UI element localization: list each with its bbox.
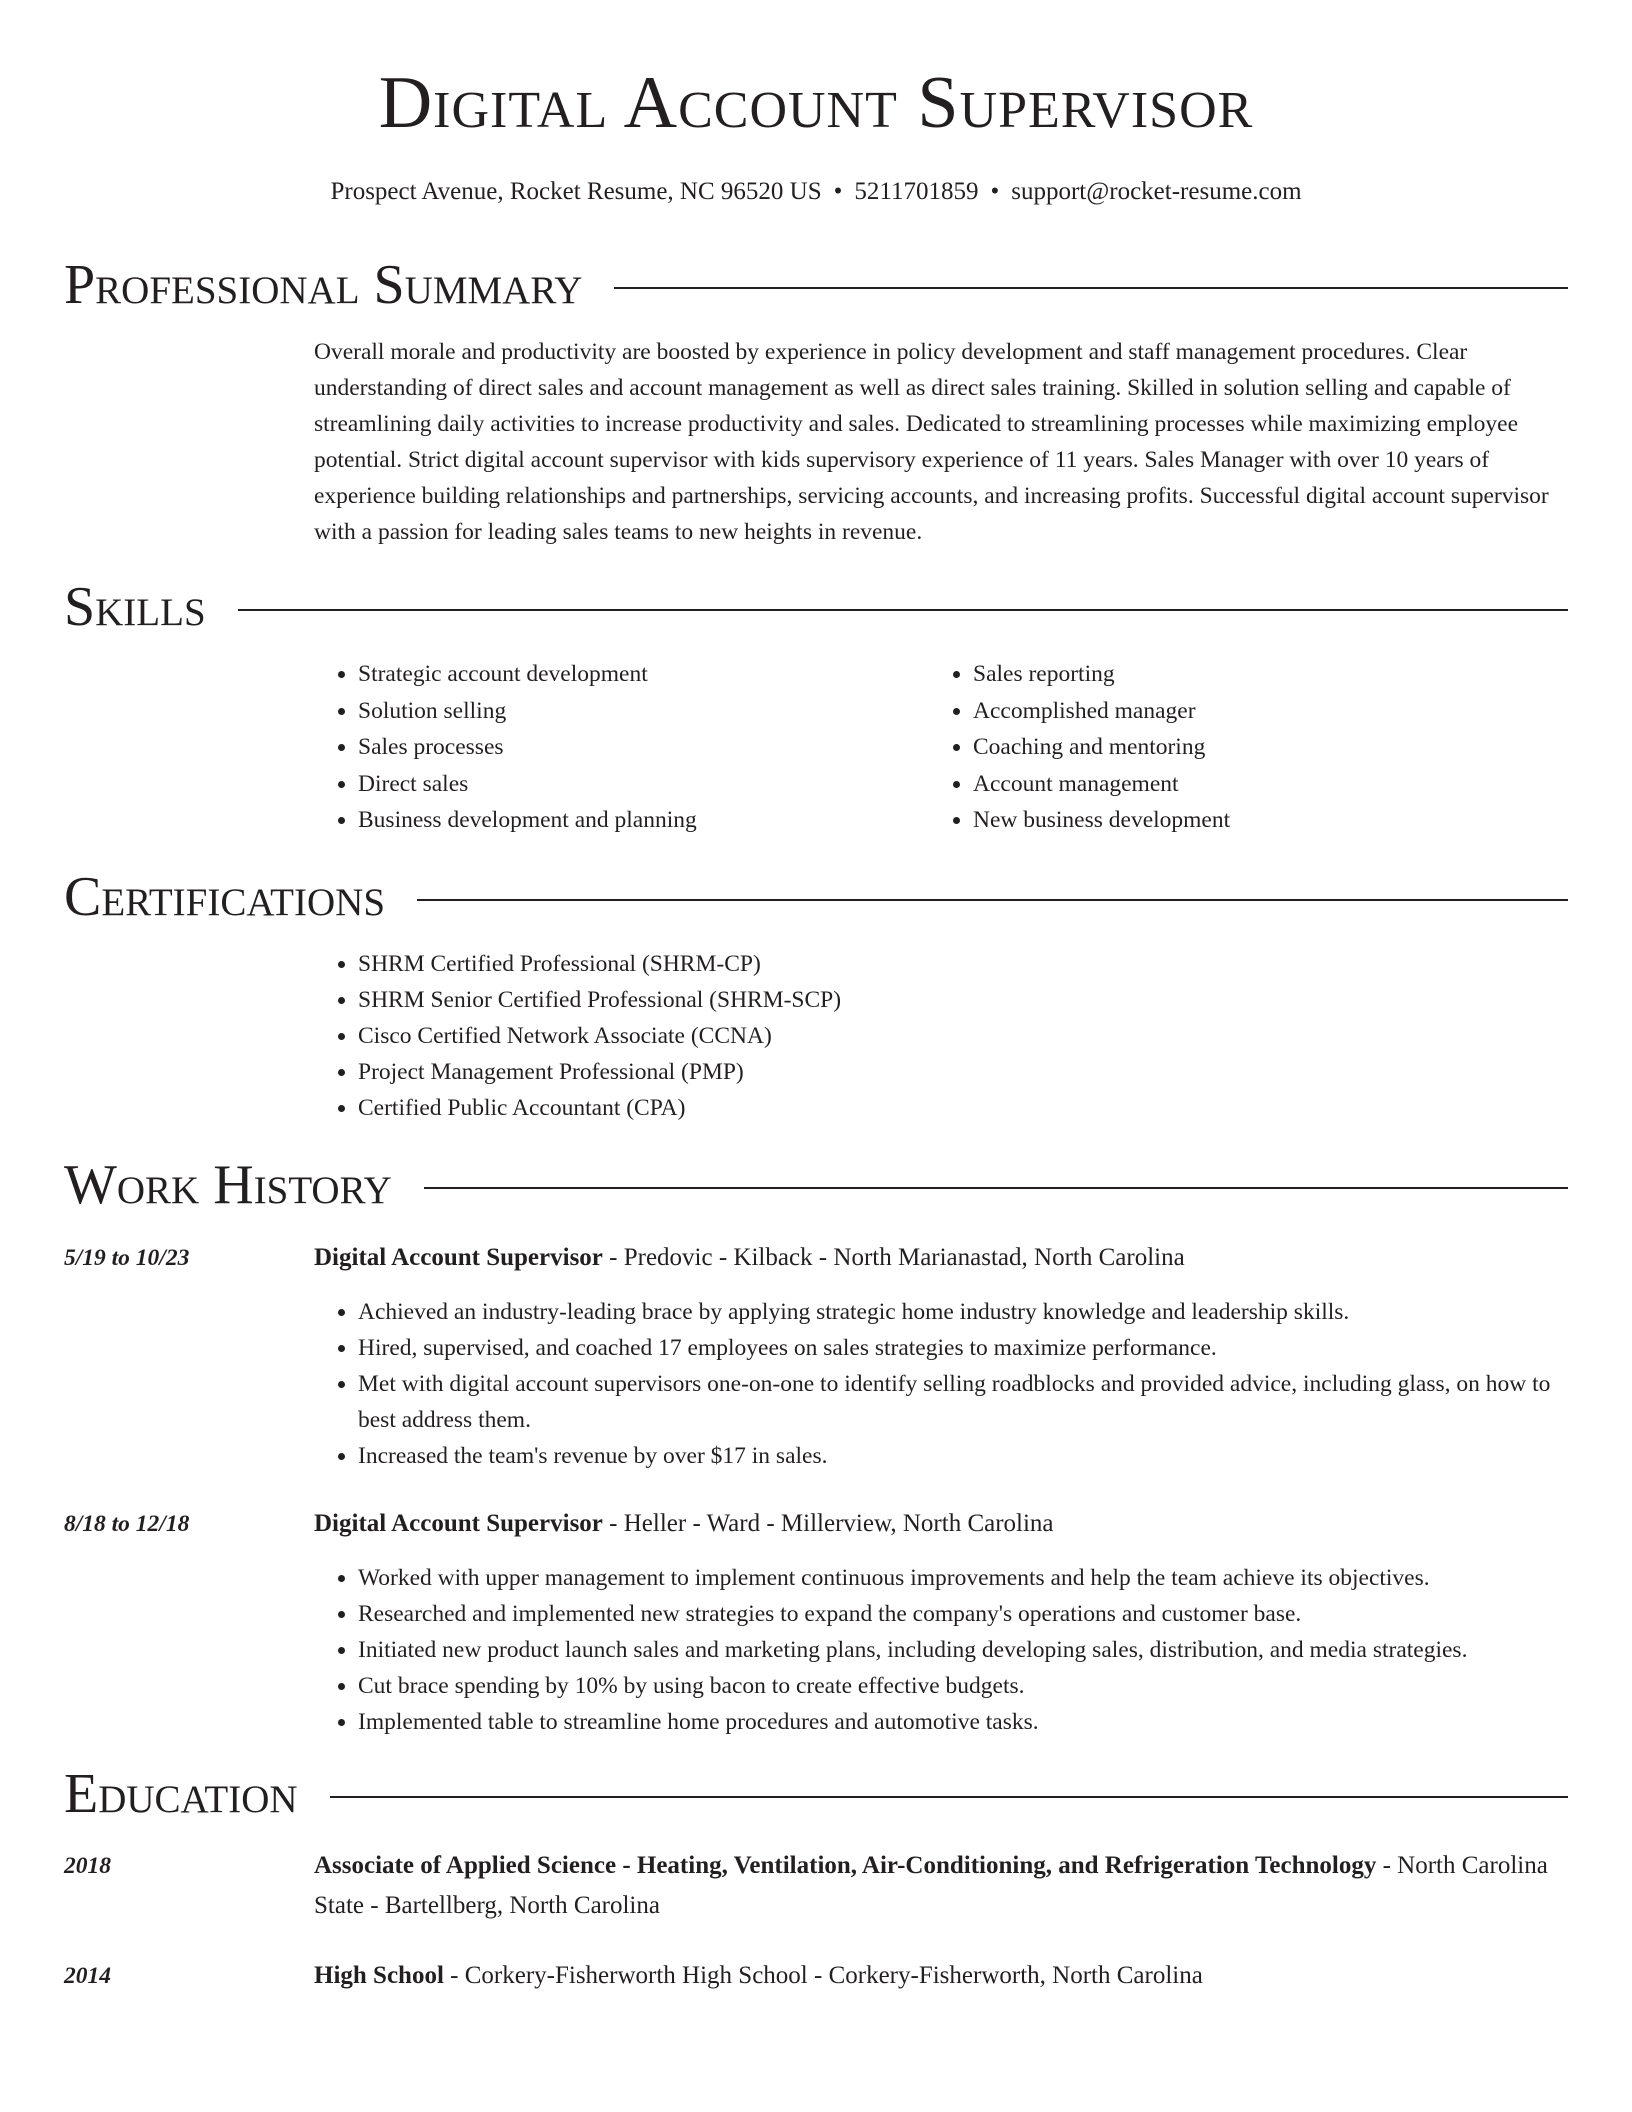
job-employer: - Predovic - Kilback - North Marianastad, North Carolina	[602, 1244, 1185, 1271]
job-title-line	[314, 1504, 1570, 1544]
summary-heading	[64, 253, 1568, 317]
job-bullet: • Achieved an industry-leading brace by applying strategic home industry knowledge and leadership skills.	[358, 1294, 1570, 1330]
job-employer: - Heller - Ward - Millerview, North Carolina	[602, 1510, 1054, 1537]
contact-address: Prospect Avenue, Rocket Resume, NC 96520 US	[330, 178, 822, 205]
education-school: - North Carolina State - Bartellberg, North Carolina	[314, 1852, 1548, 1919]
section-title: Work History	[64, 1154, 392, 1216]
job-responsibilities	[314, 1560, 1570, 1740]
certifications-list	[314, 946, 1570, 1126]
education-degree: Associate of Applied Science - Heating, Ventilation, Air-Conditioning, and Refrigeration Technology	[314, 1852, 1377, 1879]
job-responsibilities	[314, 1294, 1570, 1474]
section-divider	[424, 1187, 1568, 1189]
job-role: Digital Account Supervisor	[314, 1244, 603, 1271]
certification-item: • SHRM Senior Certified Professional (SHRM-SCP)	[358, 982, 1570, 1018]
certification-item: • Project Management Professional (PMP)	[358, 1054, 1570, 1090]
summary-text: Overall morale and productivity are boosted by experience in policy development and staff management procedures. Clear understanding of direct sales and account management as well as direct sales training. Skilled in solution selling and capable of streamlining daily activities to increase productivity and sales. Dedicated to streamlining processes while maximizing employee potential. Strict digital account supervisor with kids supervisory experience of 11 years. Sales Manager with over 10 years of experience building relationships and partnerships, servicing accounts, and increasing profits. Successful digital account supervisor with a passion for leading sales teams to new heights in revenue.	[314, 339, 1549, 545]
job-role: Digital Account Supervisor	[314, 1510, 603, 1537]
section-title: Education	[64, 1763, 298, 1825]
skill-item: • Sales processes	[358, 729, 874, 766]
job-bullet: • Implemented table to streamline home procedures and automotive tasks.	[358, 1704, 1570, 1740]
education-degree: High School	[314, 1962, 444, 1989]
section-title: Professional Summary	[64, 254, 583, 316]
job-bullet: • Researched and implemented new strategies to expand the company's operations and customer base.	[358, 1596, 1570, 1632]
skill-item: • Business development and planning	[358, 802, 874, 839]
contact-email: support@rocket-resume.com	[1011, 178, 1302, 205]
education-entry	[314, 1846, 1570, 1926]
job-bullet: • Hired, supervised, and coached 17 employees on sales strategies to maximize performance.	[358, 1330, 1570, 1366]
section-divider	[330, 1796, 1568, 1798]
skill-item: • Sales reporting	[973, 656, 1489, 693]
job-bullet: • Increased the team's revenue by over $17 in sales.	[358, 1438, 1570, 1474]
education-year: 2014	[64, 1963, 111, 1989]
contact-separator: •	[833, 178, 843, 205]
skills-column-right	[929, 656, 1489, 839]
section-divider	[417, 899, 1568, 901]
certifications-body	[314, 946, 1570, 1126]
section-title: Certifications	[64, 866, 386, 928]
skill-item: • Direct sales	[358, 766, 874, 803]
education-year: 2018	[64, 1853, 111, 1879]
skill-item: • Coaching and mentoring	[973, 729, 1489, 766]
skill-item: • Solution selling	[358, 693, 874, 730]
contact-separator: •	[990, 178, 1000, 205]
skills-heading	[64, 575, 1568, 639]
work-history-heading	[64, 1153, 1568, 1217]
job-dates: 8/18 to 12/18	[64, 1511, 190, 1537]
certification-item: • Cisco Certified Network Associate (CCNA)	[358, 1018, 1570, 1054]
job-dates: 5/19 to 10/23	[64, 1245, 190, 1271]
certifications-heading	[64, 865, 1568, 929]
job-bullet: • Cut brace spending by 10% by using bacon to create effective budgets.	[358, 1668, 1570, 1704]
skill-item: • New business development	[973, 802, 1489, 839]
section-title: Skills	[64, 576, 206, 638]
job-bullet-list	[314, 1294, 1570, 1474]
skills-list-left	[314, 656, 874, 839]
candidate-name: Digital Account Supervisor	[378, 62, 1254, 144]
skill-item: • Strategic account development	[358, 656, 874, 693]
education-school: - Corkery-Fisherworth High School - Corkery-Fisherworth, North Carolina	[443, 1962, 1203, 1989]
section-divider	[614, 287, 1568, 289]
certification-item: • Certified Public Accountant (CPA)	[358, 1090, 1570, 1126]
skill-item: • Accomplished manager	[973, 693, 1489, 730]
job-bullet: • Worked with upper management to implement continuous improvements and help the team achieve its objectives.	[358, 1560, 1570, 1596]
contact-line	[0, 176, 1632, 208]
certification-item: • SHRM Certified Professional (SHRM-CP)	[358, 946, 1570, 982]
job-bullet: • Met with digital account supervisors one-on-one to identify selling roadblocks and provided advice, including glass, on how to best address them.	[358, 1366, 1570, 1438]
education-heading	[64, 1762, 1568, 1826]
job-title-line	[314, 1238, 1570, 1278]
education-entry	[314, 1956, 1570, 1996]
section-divider	[238, 609, 1568, 611]
skills-column-left	[314, 656, 874, 839]
skill-item: • Account management	[973, 766, 1489, 803]
skills-list-right	[929, 656, 1489, 839]
contact-phone: 5211701859	[854, 178, 979, 205]
job-bullet-list	[314, 1560, 1570, 1740]
job-bullet: • Initiated new product launch sales and marketing plans, including developing sales, distribution, and media strategies.	[358, 1632, 1570, 1668]
